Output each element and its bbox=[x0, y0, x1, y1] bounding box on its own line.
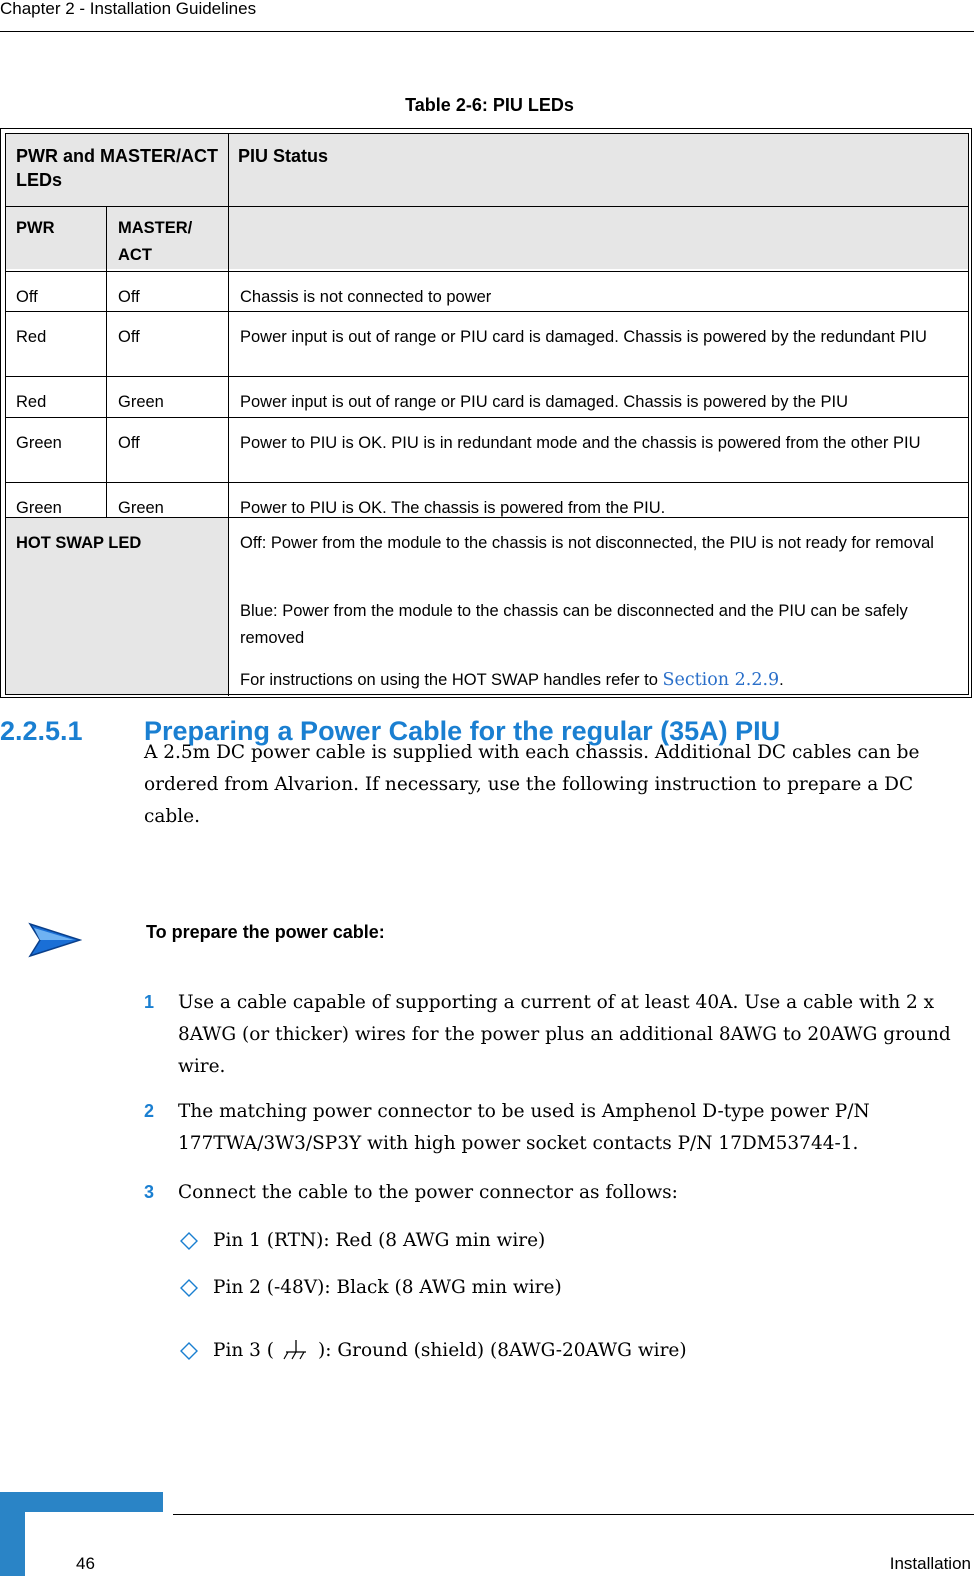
row1-status: Chassis is not connected to power bbox=[240, 288, 492, 306]
footer-accent-side bbox=[0, 1512, 25, 1576]
hotswap-instructions bbox=[230, 667, 966, 694]
col-status-header: PIU Status bbox=[238, 146, 329, 166]
section-title: Preparing a Power Cable for the regular (35A) PIU bbox=[144, 716, 781, 746]
row4-master: Off bbox=[118, 434, 140, 452]
diamond-bullet-icon bbox=[180, 1232, 198, 1250]
grid-line bbox=[228, 134, 229, 696]
procedure-arrow-icon bbox=[28, 920, 82, 960]
grid-line bbox=[6, 417, 968, 418]
hotswap-label: HOT SWAP LED bbox=[16, 534, 142, 552]
row5-master: Green bbox=[118, 499, 164, 517]
footer-rule bbox=[173, 1514, 974, 1515]
step-3-text: Connect the cable to the power connector as follows: bbox=[178, 1182, 678, 1203]
bullet-pin-2: Pin 2 (-48V): Black (8 AWG min wire) bbox=[213, 1277, 562, 1298]
step-1-number: 1 bbox=[144, 992, 155, 1012]
row2-pwr: Red bbox=[16, 328, 47, 346]
hotswap-instructions-text: For instructions on using the HOT SWAP handles refer to bbox=[240, 671, 663, 689]
grid-line bbox=[106, 206, 107, 517]
row4-status: Power to PIU is OK. PIU is in redundant mode and the chassis is powered from the other PIU bbox=[240, 434, 921, 452]
page-number: 46 bbox=[76, 1554, 95, 1573]
subheader-master-act: MASTER/ ACT bbox=[118, 219, 193, 264]
bullet-pin-3-suffix: ): Ground (shield) (8AWG-20AWG wire) bbox=[318, 1340, 687, 1361]
hotswap-blue: Blue: Power from the module to the chassis can be disconnected and the PIU can be safely removed bbox=[240, 602, 908, 647]
bullet-pin-3 bbox=[213, 1336, 687, 1366]
grid-line bbox=[6, 482, 968, 483]
hotswap-off: Off: Power from the module to the chassis is not disconnected, the PIU is not ready for removal bbox=[240, 534, 934, 552]
chapter-title: Chapter 2 - Installation Guidelines bbox=[0, 0, 257, 18]
col-leds-header: PWR and MASTER/ACT LEDs bbox=[16, 146, 218, 190]
footer-section-name: Installation bbox=[889, 1554, 971, 1573]
table-body bbox=[5, 133, 969, 695]
footer-accent-bar bbox=[0, 1492, 163, 1512]
subheader-pwr: PWR bbox=[16, 219, 55, 237]
diamond-bullet-icon bbox=[180, 1279, 198, 1297]
section-number: 2.2.5.1 bbox=[0, 716, 83, 746]
row4-pwr: Green bbox=[16, 434, 62, 452]
grid-line bbox=[6, 206, 968, 207]
row3-pwr: Red bbox=[16, 393, 47, 411]
grid-line bbox=[6, 517, 968, 518]
diamond-bullet-icon bbox=[180, 1342, 198, 1360]
grid-line bbox=[6, 311, 968, 312]
row3-status: Power input is out of range or PIU card is damaged. Chassis is powered by the PIU bbox=[240, 393, 849, 411]
chassis-ground-icon bbox=[274, 1336, 318, 1364]
bullet-pin-3-prefix: Pin 3 ( bbox=[213, 1340, 275, 1361]
row3-master: Green bbox=[118, 393, 164, 411]
grid-line bbox=[6, 271, 968, 272]
grid-line bbox=[6, 376, 968, 377]
step-3-number: 3 bbox=[144, 1182, 155, 1202]
piu-leds-table bbox=[0, 128, 972, 698]
row2-master: Off bbox=[118, 328, 140, 346]
table-caption: Table 2-6: PIU LEDs bbox=[405, 95, 574, 115]
procedure-title: To prepare the power cable: bbox=[146, 922, 385, 942]
row1-master: Off bbox=[118, 288, 140, 306]
intro-paragraph: A 2.5m DC power cable is supplied with each chassis. Additional DC cables can be ordered from Alvarion. If necessary, use the following instruction to prepare a DC cable. bbox=[144, 742, 920, 827]
row1-pwr: Off bbox=[16, 288, 38, 306]
row2-status: Power input is out of range or PIU card is damaged. Chassis is powered by the redundant PIU bbox=[240, 328, 927, 346]
step-2-text: The matching power connector to be used is Amphenol D-type power P/N 177TWA/3W3/SP3Y with high power socket contacts P/N 17DM53744-1. bbox=[178, 1101, 870, 1154]
row5-pwr: Green bbox=[16, 499, 62, 517]
step-1-text: Use a cable capable of supporting a current of at least 40A. Use a cable with 2 x 8AWG (or thicker) wires for the power plus an additional 8AWG to 20AWG ground wire. bbox=[178, 992, 951, 1077]
row5-status: Power to PIU is OK. The chassis is powered from the PIU. bbox=[240, 499, 666, 517]
section-2-2-9-link[interactable]: Section 2.2.9 bbox=[662, 670, 780, 690]
bullet-pin-1: Pin 1 (RTN): Red (8 AWG min wire) bbox=[213, 1230, 546, 1251]
header-rule bbox=[0, 31, 974, 32]
step-2-number: 2 bbox=[144, 1101, 155, 1121]
hotswap-instructions-period: . bbox=[779, 671, 784, 689]
